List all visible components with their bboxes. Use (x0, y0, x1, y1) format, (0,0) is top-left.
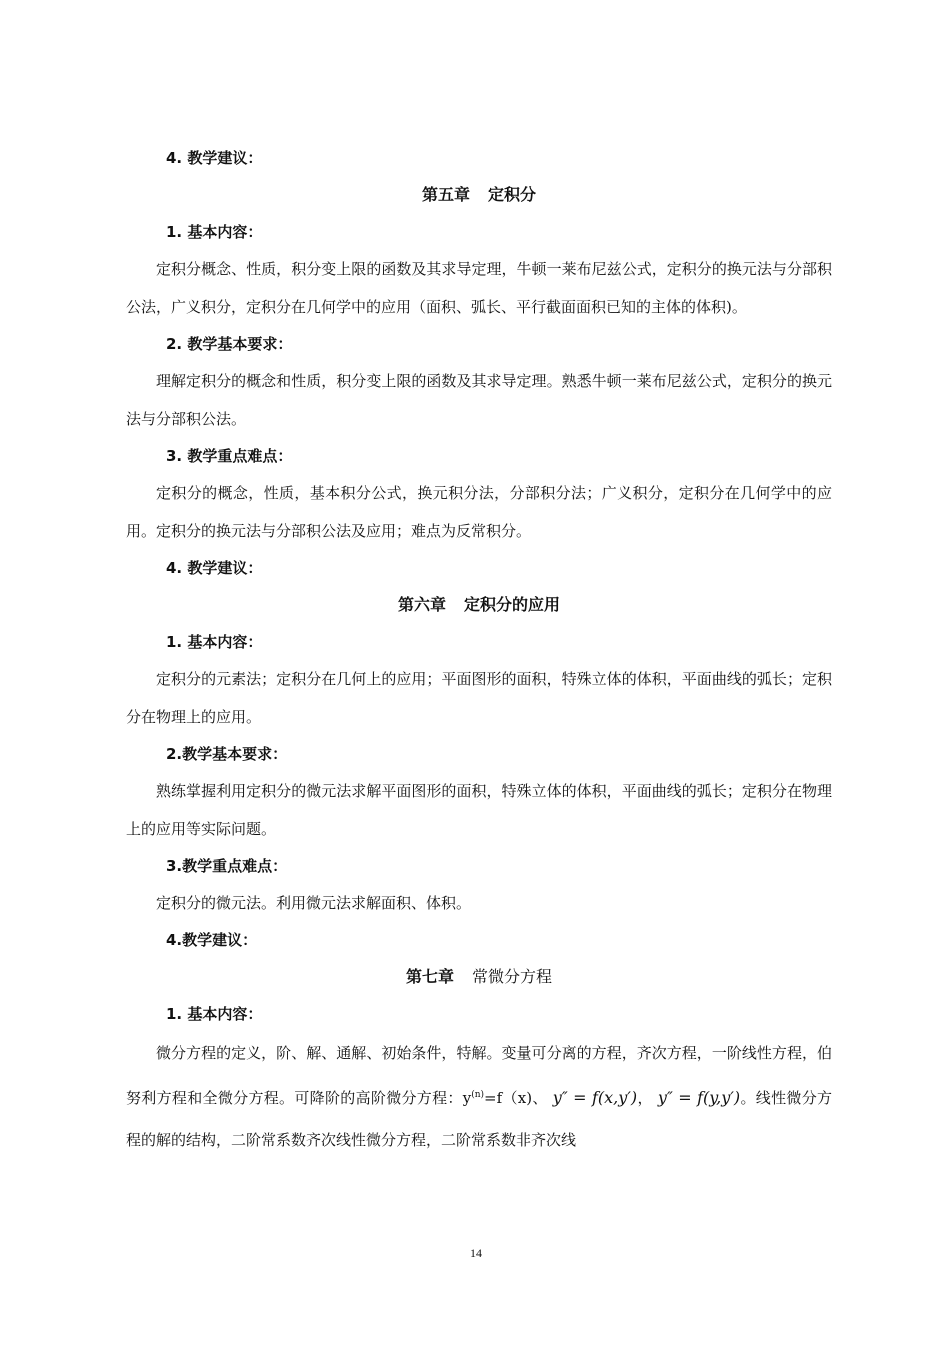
paragraph-requirements: 熟练掌握利用定积分的微元法求解平面图形的面积，特殊立体的体积，平面曲线的弧长；定积分在物理上的应用等实际问题。 (126, 782, 832, 838)
text-run: 。线性微分方程的解的结构，二阶常系数齐次线性微分方程，二阶常系数非齐次线 (126, 1089, 833, 1149)
chapter-heading-6 (126, 586, 832, 624)
page-number: 14 (470, 1246, 482, 1260)
section-heading-requirements: 2.教学基本要求： (166, 745, 288, 763)
chapter-heading-7 (126, 958, 832, 996)
section-heading-teaching-suggestions: 4. 教学建议： (166, 149, 263, 167)
chapter-number: 第五章 (421, 185, 470, 204)
section-heading-requirements: 2. 教学基本要求： (166, 335, 293, 353)
paragraph-basic-content: 定积分的元素法；定积分在几何上的应用；平面图形的面积，特殊立体的体积，平面曲线的弧长；定积分在物理上的应用。 (126, 670, 832, 726)
chapter-title: 常微分方程 (472, 967, 553, 986)
superscript-order: (n) (471, 1090, 485, 1100)
paragraph-requirements: 理解定积分的概念和性质，积分变上限的函数及其求导定理。熟悉牛顿一莱布尼兹公式，定积分的换元法与分部积公法。 (126, 372, 832, 428)
section-heading-basic-content: 1. 基本内容： (166, 223, 263, 241)
separator: ， (637, 1089, 653, 1107)
page-content (126, 140, 832, 1161)
paragraph-key-points: 定积分的微元法。利用微元法求解面积、体积。 (156, 894, 472, 912)
text-run: =f（x)、 (484, 1089, 548, 1107)
section-heading-key-points: 3. 教学重点难点： (166, 447, 293, 465)
paragraph-basic-content: 定积分概念、性质，积分变上限的函数及其求导定理，牛顿一莱布尼兹公式，定积分的换元法与分部积公法，广义积分，定积分在几何学中的应用（面积、弧长、平行截面面积已知的主体的体积)。 (126, 260, 832, 316)
chapter-number: 第七章 (405, 967, 454, 986)
section-heading-basic-content: 1. 基本内容： (166, 1005, 263, 1023)
section-heading-teaching-suggestions: 4. 教学建议： (166, 559, 263, 577)
section-heading-basic-content: 1. 基本内容： (166, 633, 263, 651)
section-heading-teaching-suggestions: 4.教学建议： (166, 931, 258, 949)
chapter-heading-5 (126, 176, 832, 214)
text-run: 微分方程的定义，阶、解、通解、初始条件，特解。变量可分离的方程，齐次方程，一阶线性方程，伯努利方程和全微分方程。可降阶的高阶微分方程：y (126, 1044, 832, 1107)
chapter-title: 定积分的应用 (464, 595, 561, 614)
paragraph-key-points: 定积分的概念，性质，基本积分公式，换元积分法，分部积分法；广义积分，定积分在几何学中的应用。定积分的换元法与分部积公法及应用；难点为反常积分。 (126, 484, 832, 540)
chapter-number: 第六章 (397, 595, 446, 614)
formula-second-order-yy: y″ = f(y,y′) (657, 1088, 741, 1107)
paragraph-basic-content (126, 1032, 832, 1161)
chapter-title: 定积分 (488, 185, 537, 204)
formula-second-order-xy: y″ = f(x,y′) (552, 1088, 638, 1107)
section-heading-key-points: 3.教学重点难点： (166, 857, 288, 875)
